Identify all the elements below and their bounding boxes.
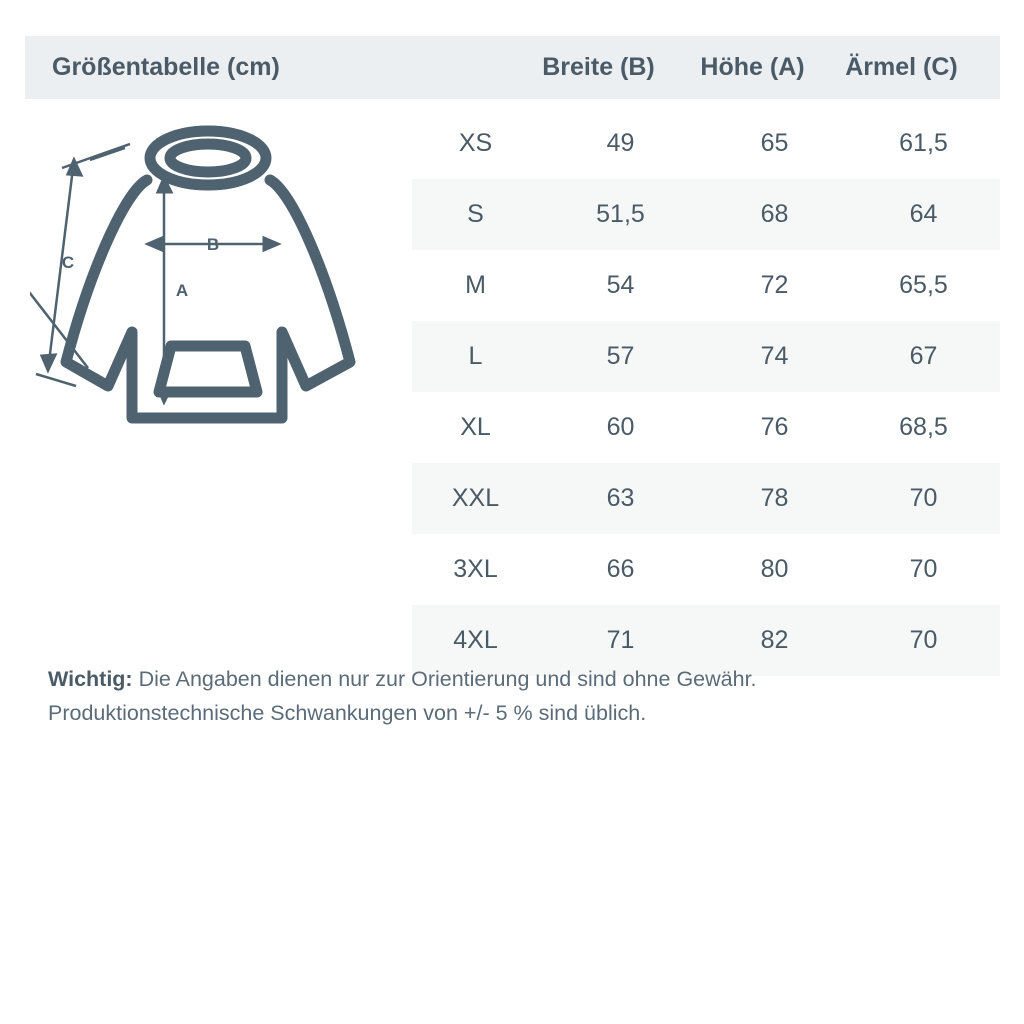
cell-height: 78 xyxy=(760,484,789,512)
table-row xyxy=(412,250,1000,321)
cell-width: 51,5 xyxy=(596,200,645,228)
hoodie-illustration-svg xyxy=(30,120,415,450)
cell-size: L xyxy=(468,342,483,370)
table-row xyxy=(412,108,1000,179)
table-row xyxy=(412,392,1000,463)
cell-height: 74 xyxy=(760,342,789,370)
table-row xyxy=(412,534,1000,605)
cell-height: 65 xyxy=(760,129,789,157)
cell-width: 71 xyxy=(606,626,635,654)
cell-height: 80 xyxy=(760,555,789,583)
cell-sleeve: 61,5 xyxy=(899,129,948,157)
column-header-width: Breite (B) xyxy=(542,53,655,81)
cell-width: 60 xyxy=(606,413,635,441)
cell-width: 63 xyxy=(606,484,635,512)
column-header-sleeve: Ärmel (C) xyxy=(845,53,958,81)
table-row xyxy=(412,463,1000,534)
cell-height: 68 xyxy=(760,200,789,228)
cell-width: 49 xyxy=(606,129,635,157)
hood-inner xyxy=(170,144,246,172)
cell-sleeve: 70 xyxy=(909,484,938,512)
cell-size: XS xyxy=(458,129,493,157)
cell-height: 76 xyxy=(760,413,789,441)
disclaimer-note xyxy=(48,662,988,730)
hoodie-diagram xyxy=(30,120,415,450)
column-header-height: Höhe (A) xyxy=(700,53,805,81)
size-table xyxy=(412,108,1000,676)
cell-sleeve: 65,5 xyxy=(899,271,948,299)
note-lead-bold: Wichtig: xyxy=(48,667,133,691)
header-columns xyxy=(517,53,978,82)
cell-width: 54 xyxy=(606,271,635,299)
hoodie-outline xyxy=(66,131,350,418)
note-line1: Die Angaben dienen nur zur Orientierung und sind ohne Gewähr. xyxy=(132,667,757,691)
cell-size: XXL xyxy=(451,484,500,512)
cell-size: XL xyxy=(460,413,491,441)
cell-sleeve: 70 xyxy=(909,555,938,583)
cell-height: 82 xyxy=(760,626,789,654)
cell-size: S xyxy=(467,200,484,228)
cell-width: 57 xyxy=(606,342,635,370)
table-header xyxy=(25,36,1000,99)
label-a: A xyxy=(175,281,189,300)
cell-size: 4XL xyxy=(453,626,498,654)
cell-size: 3XL xyxy=(453,555,498,583)
cell-sleeve: 70 xyxy=(909,626,938,654)
cell-sleeve: 68,5 xyxy=(899,413,948,441)
label-b: B xyxy=(206,235,220,254)
cell-sleeve: 67 xyxy=(909,342,938,370)
hoodie-pocket xyxy=(159,346,257,392)
note-line2: Produktionstechnische Schwankungen von +/- 5 % sind üblich. xyxy=(48,701,647,725)
note-lead xyxy=(48,667,133,691)
page-title: Größentabelle (cm) xyxy=(52,53,280,81)
cell-width: 66 xyxy=(606,555,635,583)
table-row xyxy=(412,179,1000,250)
cell-sleeve: 64 xyxy=(909,200,938,228)
table-row xyxy=(412,321,1000,392)
cell-height: 72 xyxy=(760,271,789,299)
label-c: C xyxy=(61,253,75,272)
cell-size: M xyxy=(465,271,486,299)
